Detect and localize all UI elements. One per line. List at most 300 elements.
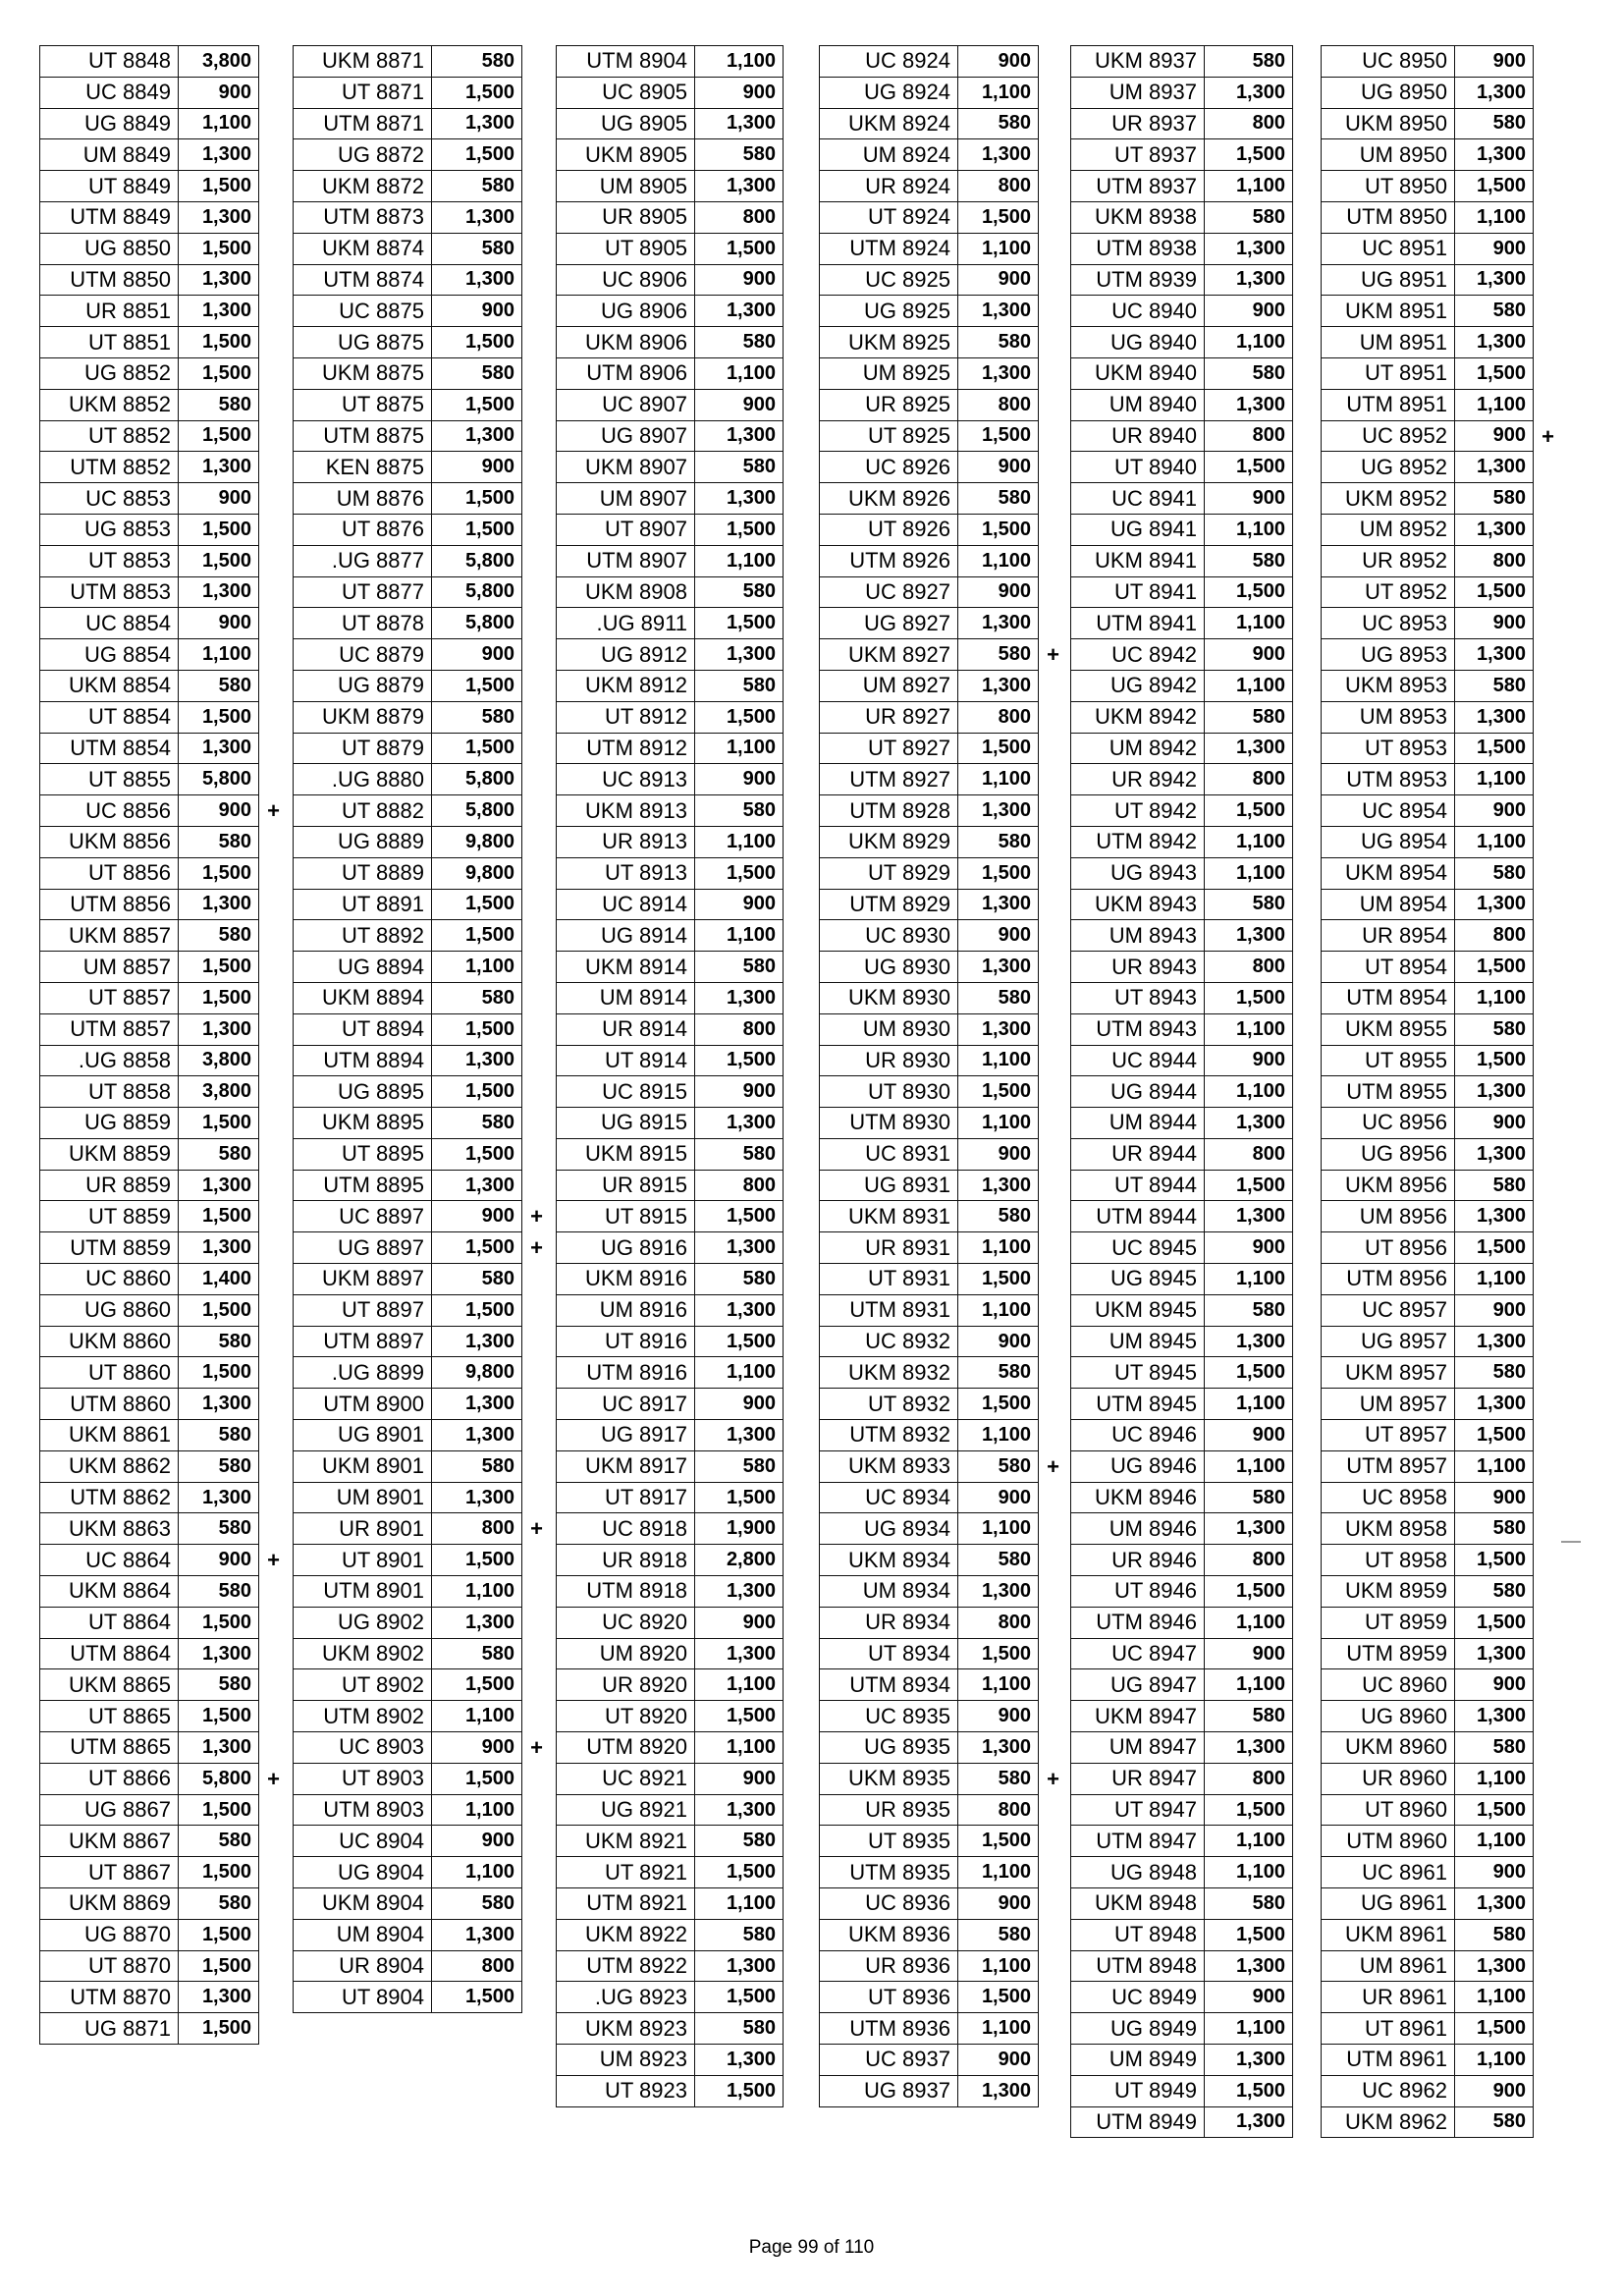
price-amount: 1,100: [1235, 1267, 1285, 1289]
course-code: UKM 8931: [820, 1201, 958, 1232]
price-amount: 1,300: [726, 986, 776, 1009]
course-code: UKM 8859: [40, 1138, 179, 1170]
course-code: UR 8901: [294, 1513, 432, 1545]
course-code: UC 8918: [557, 1513, 695, 1545]
price-amount: 1,300: [981, 674, 1031, 696]
price-amount: 580: [481, 1111, 514, 1133]
price-amount: 580: [998, 1767, 1031, 1789]
course-code: UR 8934: [820, 1607, 958, 1638]
course-code: UM 8961: [1322, 1950, 1455, 1982]
price-amount: 1,500: [1235, 799, 1285, 822]
course-code: UG 8951: [1322, 264, 1455, 296]
price-value: [695, 46, 784, 78]
price-value: [695, 1170, 784, 1201]
price-amount: 1,100: [464, 1798, 514, 1821]
table-row: [294, 1607, 522, 1638]
course-code: UG 8853: [40, 514, 179, 545]
price-amount: 1,300: [201, 580, 251, 603]
price-value: [958, 2075, 1039, 2106]
price-amount: 580: [742, 674, 776, 696]
course-code: UC 8917: [557, 1389, 695, 1420]
course-code: UKM 8907: [557, 452, 695, 483]
table-row: [820, 1576, 1039, 1608]
course-code: UTM 8954: [1322, 982, 1455, 1013]
price-value: [1455, 201, 1534, 233]
price-amount: 1,100: [464, 1579, 514, 1602]
price-amount: 1,100: [726, 549, 776, 572]
table-row: [557, 1013, 784, 1045]
price-amount: 900: [998, 1142, 1031, 1165]
table-row: [294, 77, 522, 108]
price-value: [179, 2013, 259, 2045]
price-amount: 900: [742, 1080, 776, 1103]
price-amount: 1,300: [1476, 1642, 1526, 1665]
price-amount: 580: [481, 361, 514, 384]
price-value: [179, 1732, 259, 1764]
table-row: [40, 1420, 259, 1451]
course-code: .UG 8858: [40, 1045, 179, 1076]
price-table-6: [1321, 45, 1554, 2138]
price-value: [1455, 982, 1534, 1013]
price-amount: 1,500: [464, 674, 514, 696]
course-code: UG 8930: [820, 952, 958, 983]
table-row: [1071, 1138, 1293, 1170]
course-code: UTM 8938: [1071, 233, 1205, 264]
course-code: UC 8956: [1322, 1108, 1455, 1139]
table-row: [820, 1045, 1039, 1076]
price-value: [958, 171, 1039, 202]
price-value: [1455, 576, 1534, 608]
course-code: UT 8853: [40, 545, 179, 576]
course-code: UM 8927: [820, 670, 958, 701]
table-row: [1322, 639, 1534, 671]
course-code: UKM 8865: [40, 1669, 179, 1701]
table-row: [40, 1045, 259, 1076]
course-code: UKM 8937: [1071, 46, 1205, 78]
table-row: [40, 545, 259, 576]
price-value: [695, 1857, 784, 1888]
table-row: [40, 1513, 259, 1545]
price-value: [695, 1294, 784, 1326]
table-row: [1322, 1482, 1534, 1513]
course-code: UT 8945: [1071, 1357, 1205, 1389]
course-code: UKM 8915: [557, 1138, 695, 1170]
price-amount: 900: [998, 49, 1031, 72]
price-amount: 1,100: [981, 1423, 1031, 1446]
course-code: UKM 8960: [1322, 1732, 1455, 1764]
course-code: UT 8856: [40, 857, 179, 889]
price-value: [1455, 483, 1534, 515]
table-row: [557, 77, 784, 108]
price-amount: 580: [481, 1642, 514, 1665]
price-value: [695, 1545, 784, 1576]
course-code: UM 8857: [40, 952, 179, 983]
table-row: [1071, 889, 1293, 920]
price-amount: 1,300: [1235, 393, 1285, 415]
price-value: [1205, 701, 1293, 733]
price-amount: 1,500: [464, 1767, 514, 1789]
table-row: [557, 1982, 784, 2013]
price-amount: 1,500: [981, 1080, 1031, 1103]
table-row: [40, 1170, 259, 1201]
price-amount: 1,500: [981, 861, 1031, 884]
course-code: UTM 8864: [40, 1638, 179, 1669]
price-value: [432, 701, 522, 733]
table-row: [294, 1357, 522, 1389]
table-row: [40, 201, 259, 233]
price-value: [432, 1701, 522, 1732]
course-code: UR 8920: [557, 1669, 695, 1701]
table-row: [294, 1108, 522, 1139]
price-amount: 1,500: [464, 737, 514, 759]
price-amount: 1,300: [464, 1486, 514, 1508]
price-amount: 580: [1492, 1517, 1526, 1540]
price-value: [179, 639, 259, 671]
price-value: [1455, 233, 1534, 264]
price-amount: 1,300: [464, 112, 514, 135]
column-1: [39, 45, 280, 2045]
price-amount: 580: [481, 986, 514, 1009]
table-row: [820, 514, 1039, 545]
table-row: [1071, 1076, 1293, 1108]
price-value: [1205, 1982, 1293, 2013]
course-code: UC 8940: [1071, 296, 1205, 327]
price-value: [1205, 1482, 1293, 1513]
price-amount: 1,500: [464, 1142, 514, 1165]
price-amount: 900: [1492, 2079, 1526, 2102]
price-value: [179, 1420, 259, 1451]
price-value: [1205, 1170, 1293, 1201]
price-amount: 900: [1492, 49, 1526, 72]
table-row: [1071, 1950, 1293, 1982]
course-code: UM 8923: [557, 2045, 695, 2076]
table-row: [1071, 1264, 1293, 1295]
course-code: UTM 8934: [820, 1669, 958, 1701]
price-value: [179, 1794, 259, 1826]
price-amount: 1,100: [1476, 2048, 1526, 2070]
price-value: [1455, 545, 1534, 576]
price-value: [179, 201, 259, 233]
course-code: UKM 8894: [294, 982, 432, 1013]
table-row: [1322, 889, 1534, 920]
price-amount: 1,100: [201, 112, 251, 135]
table-row: [820, 670, 1039, 701]
table-row: [294, 264, 522, 296]
price-value: [1205, 1326, 1293, 1357]
price-value: [695, 296, 784, 327]
price-amount: 1,300: [1476, 268, 1526, 291]
price-value: [695, 357, 784, 389]
price-value: [1455, 1513, 1534, 1545]
price-value: [432, 608, 522, 639]
course-code: UG 8954: [1322, 826, 1455, 857]
price-amount: 580: [481, 705, 514, 728]
table-row: [1322, 139, 1534, 171]
table-row: [820, 639, 1039, 671]
price-value: [432, 764, 522, 795]
table-row: [294, 608, 522, 639]
price-value: [1455, 920, 1534, 952]
table-row: [820, 1013, 1039, 1045]
price-value: [1205, 1638, 1293, 1669]
price-amount: 580: [1252, 1486, 1285, 1508]
course-code: UTM 8860: [40, 1389, 179, 1420]
price-value: [432, 1482, 522, 1513]
course-code: UR 8946: [1071, 1545, 1205, 1576]
price-amount: 580: [481, 1267, 514, 1289]
price-amount: 580: [1492, 1735, 1526, 1758]
course-code: UTM 8918: [557, 1576, 695, 1608]
price-amount: 1,100: [1476, 1830, 1526, 1852]
price-value: [958, 357, 1039, 389]
price-amount: 1,100: [464, 1861, 514, 1884]
course-code: UG 8894: [294, 952, 432, 983]
price-value: [1205, 1576, 1293, 1608]
table-row: [1322, 701, 1534, 733]
price-amount: 1,100: [981, 1298, 1031, 1321]
price-value: [695, 608, 784, 639]
price-value: [432, 670, 522, 701]
course-code: UKM 8954: [1322, 857, 1455, 889]
price-value: [432, 576, 522, 608]
course-code: UKM 8862: [40, 1450, 179, 1482]
table-row: [557, 1232, 784, 1264]
course-code: UR 8944: [1071, 1138, 1205, 1170]
price-value: [1455, 1950, 1534, 1982]
course-code: UC 8926: [820, 452, 958, 483]
table-row: [1071, 483, 1293, 515]
price-amount: 1,500: [464, 1017, 514, 1040]
price-amount: 1,300: [1476, 143, 1526, 166]
price-value: [432, 1326, 522, 1357]
course-code: UT 8959: [1322, 1607, 1455, 1638]
table-row: [294, 1794, 522, 1826]
table-row: [557, 1794, 784, 1826]
price-value: [179, 1264, 259, 1295]
table-row: [1071, 1732, 1293, 1764]
course-code: UC 8930: [820, 920, 958, 952]
price-amount: 1,100: [1235, 1673, 1285, 1696]
course-code: UG 8897: [294, 1232, 432, 1264]
course-code: UTM 8953: [1322, 764, 1455, 795]
price-amount: 1,100: [1235, 861, 1285, 884]
course-code: UKM 8953: [1322, 670, 1455, 701]
price-amount: 1,500: [1476, 2017, 1526, 2040]
course-code: UC 8931: [820, 1138, 958, 1170]
price-value: [958, 1919, 1039, 1950]
course-code: UKM 8923: [557, 2013, 695, 2045]
price-value: [695, 2045, 784, 2076]
table-row: [1322, 296, 1534, 327]
table-row: [557, 1389, 784, 1420]
table-row: [820, 764, 1039, 795]
table-row: [1322, 982, 1534, 1013]
price-value: [179, 420, 259, 452]
price-amount: 1,500: [464, 81, 514, 103]
price-value: [179, 952, 259, 983]
price-value: [179, 1576, 259, 1608]
course-code: UR 8918: [557, 1545, 695, 1576]
course-code: UT 8877: [294, 576, 432, 608]
price-amount: 1,300: [981, 2079, 1031, 2102]
column-4: [819, 45, 1059, 2107]
price-value: [695, 545, 784, 576]
course-code: UTM 8903: [294, 1794, 432, 1826]
table-row: [1322, 608, 1534, 639]
price-value: [432, 264, 522, 296]
table-row: [40, 733, 259, 764]
price-amount: 900: [1492, 799, 1526, 822]
table-row: [1071, 2075, 1293, 2106]
price-amount: 1,100: [981, 2017, 1031, 2040]
price-value: [432, 952, 522, 983]
price-amount: 1,300: [726, 300, 776, 322]
table-row: [294, 1013, 522, 1045]
price-value: [432, 545, 522, 576]
column-2: [293, 45, 543, 2013]
price-table-5: [1070, 45, 1293, 2138]
price-amount: 1,300: [1476, 1891, 1526, 1914]
course-code: UR 8937: [1071, 108, 1205, 139]
table-row: [294, 1857, 522, 1888]
price-amount: 900: [998, 456, 1031, 478]
price-amount: 900: [1252, 1642, 1285, 1665]
course-code: UR 8942: [1071, 764, 1205, 795]
price-value: [1455, 1201, 1534, 1232]
course-code: UTM 8854: [40, 733, 179, 764]
price-value: [958, 108, 1039, 139]
price-value: [958, 139, 1039, 171]
price-value: [958, 1638, 1039, 1669]
price-amount: 1,300: [1235, 81, 1285, 103]
price-amount: 1,100: [981, 1111, 1031, 1133]
price-value: [1205, 139, 1293, 171]
course-code: UTM 8943: [1071, 1013, 1205, 1045]
price-amount: 5,800: [464, 549, 514, 572]
price-amount: 1,500: [726, 1049, 776, 1071]
price-value: [432, 139, 522, 171]
course-code: UM 8957: [1322, 1389, 1455, 1420]
price-value: [179, 857, 259, 889]
course-code: UR 8927: [820, 701, 958, 733]
course-code: UM 8943: [1071, 920, 1205, 952]
table-row: [1322, 77, 1534, 108]
table-row: [820, 826, 1039, 857]
price-value: [695, 857, 784, 889]
table-row: [294, 1732, 522, 1764]
course-code: UKM 8952: [1322, 483, 1455, 515]
price-value: [695, 1201, 784, 1232]
price-value: [695, 1013, 784, 1045]
price-amount: 1,500: [201, 1861, 251, 1884]
course-code: UTM 8922: [557, 1950, 695, 1982]
price-value: [958, 2045, 1039, 2076]
table-row: [1322, 171, 1534, 202]
price-amount: 580: [218, 1673, 251, 1696]
price-value: [695, 1513, 784, 1545]
price-value: [179, 1232, 259, 1264]
price-amount: 580: [998, 1454, 1031, 1477]
course-code: UG 8956: [1322, 1138, 1455, 1170]
table-row: [820, 139, 1039, 171]
table-row: [1322, 264, 1534, 296]
price-value: [432, 1763, 522, 1794]
price-amount: 1,500: [726, 2079, 776, 2102]
price-amount: 1,500: [1235, 1174, 1285, 1196]
price-amount: 1,300: [726, 1111, 776, 1133]
price-amount: 1,500: [1476, 580, 1526, 603]
table-row: [820, 1482, 1039, 1513]
price-value: [1455, 795, 1534, 827]
price-amount: 1,300: [1235, 1330, 1285, 1352]
price-amount: 580: [1492, 1579, 1526, 1602]
price-value: [432, 1638, 522, 1669]
table-row: [820, 1138, 1039, 1170]
price-amount: 800: [742, 1174, 776, 1196]
price-value: [695, 327, 784, 358]
price-value: [1455, 1170, 1534, 1201]
price-value: [179, 1888, 259, 1920]
table-row: [1322, 2013, 1534, 2045]
table-row: [40, 483, 259, 515]
price-amount: 1,100: [726, 1673, 776, 1696]
price-value: [1205, 420, 1293, 452]
table-row: [1071, 1045, 1293, 1076]
price-value: [179, 1138, 259, 1170]
price-amount: 1,500: [464, 1298, 514, 1321]
price-amount: 1,300: [726, 1236, 776, 1259]
table-row: [1071, 764, 1293, 795]
table-row: [1322, 1669, 1534, 1701]
price-amount: 1,500: [201, 237, 251, 259]
price-value: [432, 1888, 522, 1920]
price-value: [958, 452, 1039, 483]
price-amount: 1,500: [726, 1705, 776, 1727]
price-amount: 5,800: [464, 580, 514, 603]
price-amount: 1,300: [726, 175, 776, 197]
course-code: UTM 8874: [294, 264, 432, 296]
price-value: [695, 1108, 784, 1139]
price-amount: 1,500: [201, 1298, 251, 1321]
price-amount: 1,500: [726, 1205, 776, 1228]
table-row: [40, 1076, 259, 1108]
course-code: UT 8957: [1322, 1420, 1455, 1451]
course-code: UT 8929: [820, 857, 958, 889]
price-amount: 900: [742, 393, 776, 415]
price-amount: 1,300: [1235, 924, 1285, 947]
table-row: [557, 1138, 784, 1170]
table-row: [1071, 1669, 1293, 1701]
course-code: UTM 8959: [1322, 1638, 1455, 1669]
price-value: [958, 1513, 1039, 1545]
price-value: [695, 1888, 784, 1920]
course-code: UM 8876: [294, 483, 432, 515]
price-amount: 3,800: [201, 1080, 251, 1103]
table-row: [40, 795, 259, 827]
price-amount: 1,300: [201, 268, 251, 291]
table-row: [294, 1450, 522, 1482]
price-amount: 1,500: [201, 1954, 251, 1977]
price-value: [432, 1045, 522, 1076]
course-code: UKM 8948: [1071, 1888, 1205, 1920]
course-code: UKM 8962: [1322, 2106, 1455, 2138]
course-code: UT 8948: [1071, 1919, 1205, 1950]
price-amount: 1,300: [201, 205, 251, 228]
price-amount: 1,300: [1235, 737, 1285, 759]
table-row: [294, 1669, 522, 1701]
course-code: UKM 8912: [557, 670, 695, 701]
price-amount: 5,800: [201, 1767, 251, 1789]
